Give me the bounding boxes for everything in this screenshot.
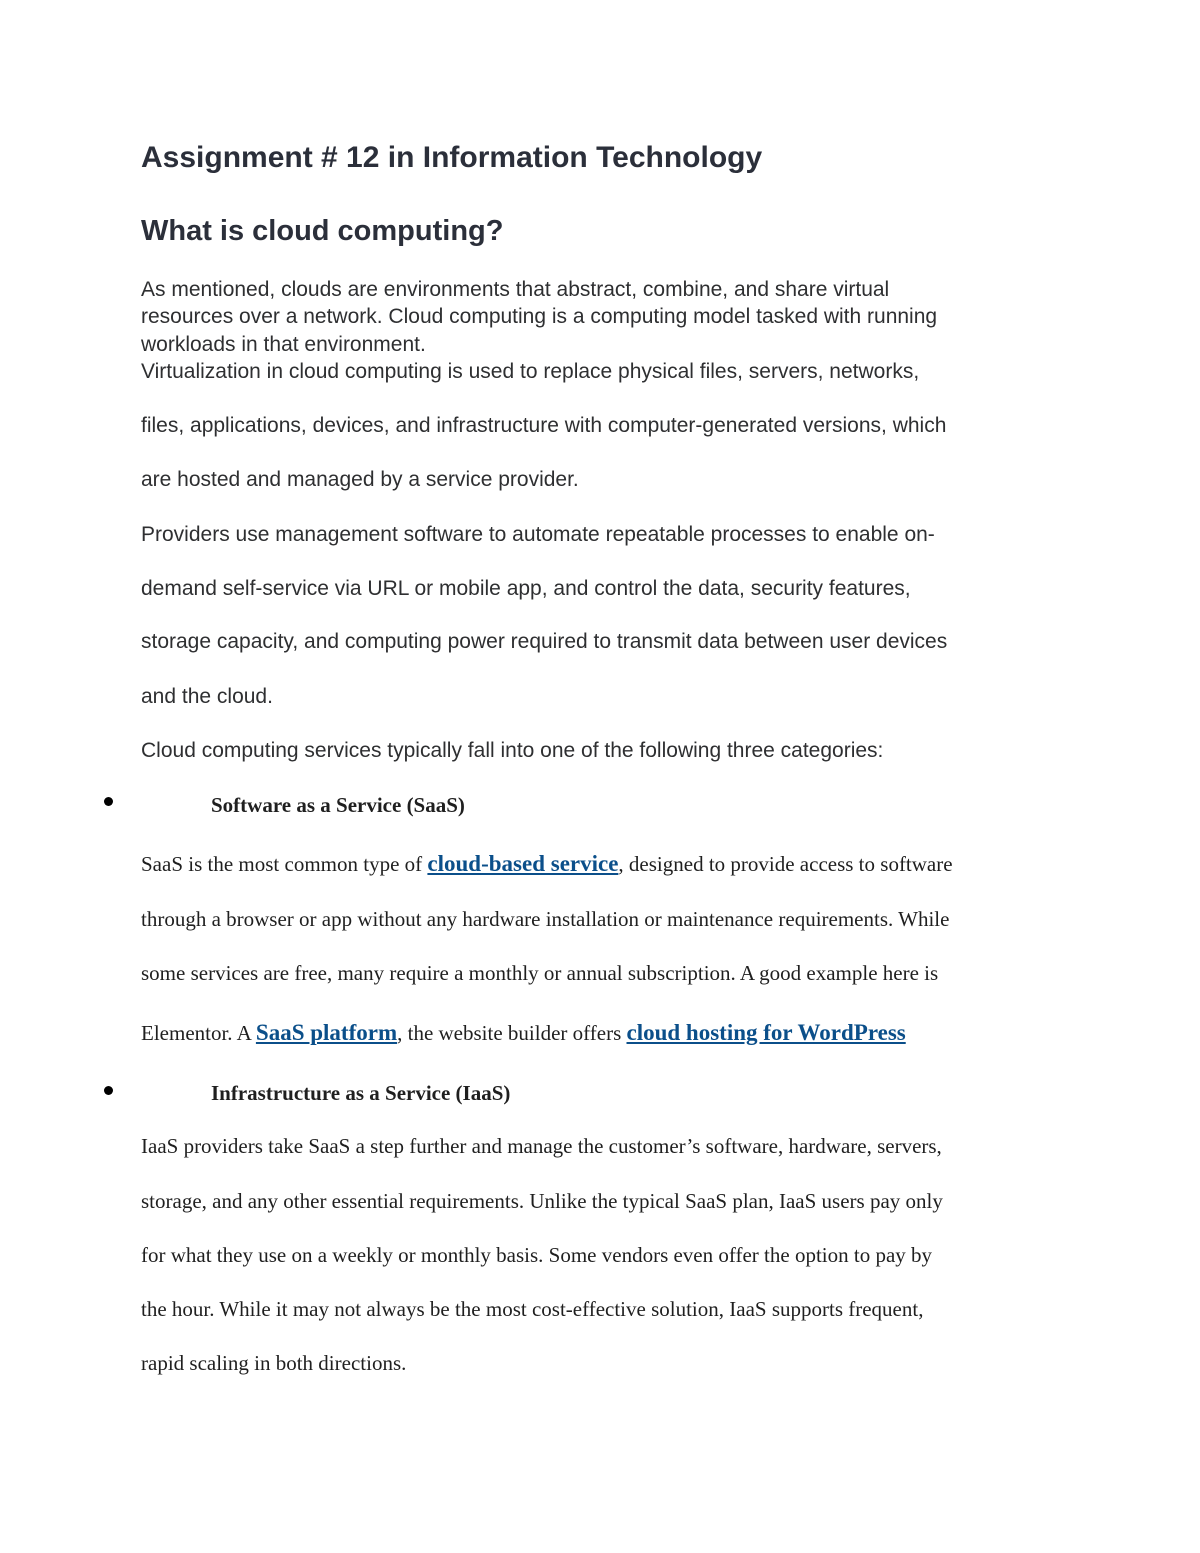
document-title: Assignment # 12 in Information Technology bbox=[141, 141, 763, 174]
virtualization-line-2: files, applications, devices, and infrastructure with computer-generated versions, which bbox=[141, 414, 947, 437]
categories-intro: Cloud computing services typically fall into one of the following three categories: bbox=[141, 739, 884, 762]
bullet-icon bbox=[104, 797, 113, 806]
saas-platform-link[interactable]: SaaS platform bbox=[255, 1020, 398, 1045]
iaas-line-1: IaaS providers take SaaS a step further and manage the customer’s software, hardware, servers, bbox=[141, 1134, 942, 1158]
saas-line-4-text: Elementor. A bbox=[141, 1021, 256, 1045]
providers-line-4: and the cloud. bbox=[141, 685, 273, 708]
iaas-line-3: for what they use on a weekly or monthly basis. Some vendors even offer the option to pay by bbox=[141, 1243, 933, 1267]
virtualization-line-1: Virtualization in cloud computing is used to replace physical files, servers, networks, bbox=[141, 360, 920, 383]
intro-line-1: As mentioned, clouds are environments that abstract, combine, and share virtual bbox=[141, 278, 890, 301]
iaas-line-5: rapid scaling in both directions. bbox=[141, 1351, 407, 1375]
intro-line-2: resources over a network. Cloud computing is a computing model tasked with running bbox=[141, 305, 938, 328]
virtualization-line-3: are hosted and managed by a service provider. bbox=[141, 468, 579, 491]
saas-line-1-text-end: , designed to provide access to software bbox=[618, 852, 953, 876]
iaas-heading: Infrastructure as a Service (IaaS) bbox=[211, 1081, 511, 1105]
providers-line-2: demand self-service via URL or mobile app, and control the data, security features, bbox=[141, 577, 911, 600]
intro-line-3: workloads in that environment. bbox=[141, 333, 426, 356]
cloud-based-service-link[interactable]: cloud-based service bbox=[427, 851, 619, 876]
saas-line-4 bbox=[141, 1020, 906, 1046]
saas-line-3: some services are free, many require a monthly or annual subscription. A good example here is bbox=[141, 961, 939, 985]
bullet-icon bbox=[104, 1086, 113, 1095]
section-heading: What is cloud computing? bbox=[141, 215, 504, 247]
cloud-hosting-wordpress-link[interactable]: cloud hosting for WordPress bbox=[626, 1020, 906, 1045]
iaas-line-2: storage, and any other essential requirements. Unlike the typical SaaS plan, IaaS users pay only bbox=[141, 1189, 943, 1213]
saas-line-2: through a browser or app without any hardware installation or maintenance requirements. While bbox=[141, 907, 950, 931]
providers-line-3: storage capacity, and computing power required to transmit data between user devices bbox=[141, 630, 948, 653]
providers-line-1: Providers use management software to automate repeatable processes to enable on- bbox=[141, 523, 935, 546]
saas-heading: Software as a Service (SaaS) bbox=[211, 793, 465, 817]
iaas-line-4: the hour. While it may not always be the most cost-effective solution, IaaS supports frequent, bbox=[141, 1297, 924, 1321]
saas-line-1-text: SaaS is the most common type of bbox=[141, 852, 428, 876]
saas-line-1 bbox=[141, 851, 953, 877]
saas-line-4-text-mid: , the website builder offers bbox=[397, 1021, 627, 1045]
